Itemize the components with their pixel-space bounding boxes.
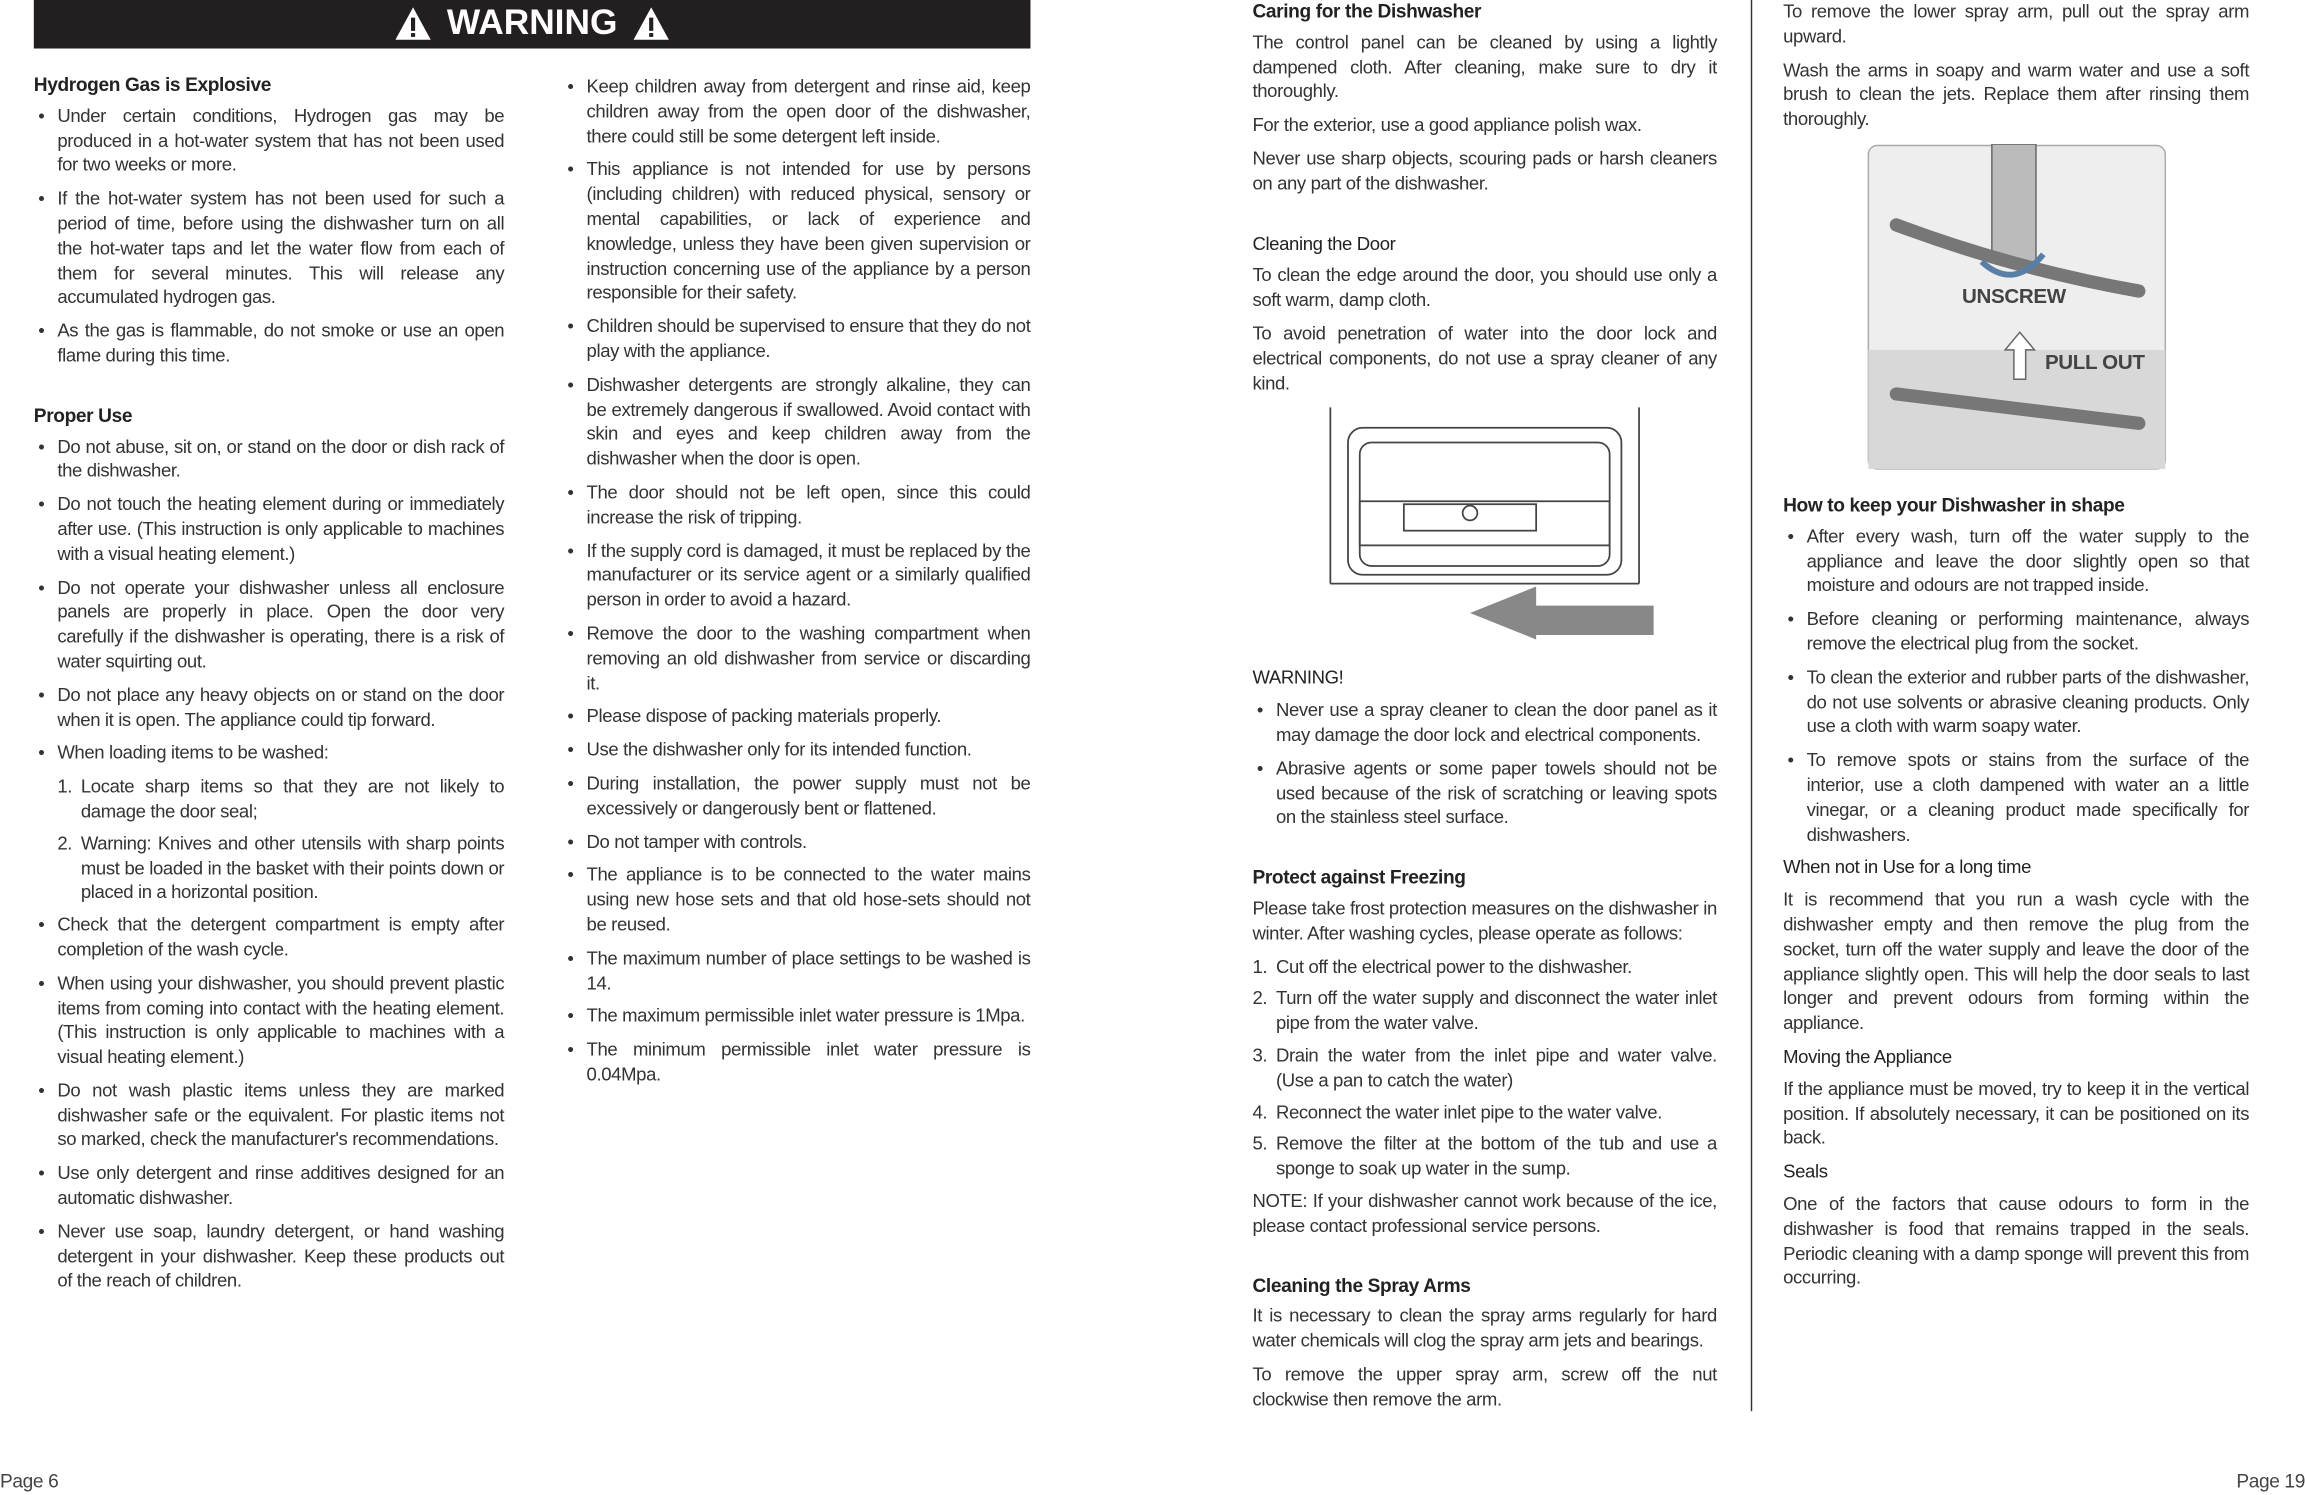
numbered-item <box>1252 1100 1717 1125</box>
item-text: Locate sharp items so that they are not likely to damage the door seal; <box>80 776 505 822</box>
item-number: 3. <box>1252 1045 1268 1066</box>
item-number: 1. <box>57 776 73 797</box>
paragraph: If the appliance must be moved, try to keep it in the vertical position. If absolutely necessary, it can be positioned on its back. <box>1783 1078 2250 1149</box>
bullet-item: • The maximum number of place settings to be washed is 14. <box>563 946 1030 995</box>
bullet-item: • Use only detergent and rinse additives designed for an automatic dishwasher. <box>34 1162 504 1211</box>
spacer <box>34 377 504 403</box>
item-number: 2. <box>57 833 73 854</box>
section-heading: Caring for the Dishwasher <box>1252 0 1482 23</box>
bullet-item: • Do not place any heavy objects on or stand on the door when it is open. The appliance could tip forward. <box>34 683 504 732</box>
bullet-item: • When loading items to be washed: <box>34 741 504 766</box>
numbered-item <box>1252 1132 1717 1181</box>
numbered-item <box>1252 1044 1717 1093</box>
bullet-item: • If the supply cord is damaged, it must be replaced by the manufacturer or its service agent or a similarly qualified person in order to avoid a hazard. <box>563 539 1030 613</box>
paragraph: The control panel can be cleaned by using a lightly dampened cloth. After cleaning, make sure to dry it thoroughly. <box>1252 32 1717 103</box>
item-number: 1. <box>1252 956 1268 977</box>
pull-out-label: PULL OUT <box>2044 350 2144 374</box>
bullet-item: • Under certain conditions, Hydrogen gas may be produced in a hot-water system that has not been used for two weeks or more. <box>34 104 504 178</box>
paragraph: To remove the lower spray arm, pull out the spray arm upward. <box>1783 1 2250 47</box>
paragraph: Wash the arms in soapy and warm water and use a soft brush to clean the jets. Replace them after rinsing them thoroughly. <box>1783 59 2250 130</box>
section-heading: Cleaning the Spray Arms <box>1252 1273 1471 1296</box>
bullet-item: • The minimum permissible inlet water pressure is 0.04Mpa. <box>563 1038 1030 1087</box>
section-heading: Protect against Freezing <box>1252 866 1466 889</box>
page-number-right: Page 19 <box>2236 1470 2305 1493</box>
item-text: Reconnect the water inlet pipe to the water valve. <box>1275 1101 1663 1123</box>
item-text: Turn off the water supply and disconnect the water inlet pipe from the water valve. <box>1275 988 1717 1034</box>
paragraph: It is recommend that you run a wash cycle with the dishwasher empty and then remove the plug from the socket, turn off the water supply and leave the door of the appliance slightly open. This will help the door seals to last longer and prevent odours from forming within the appliance. <box>1783 889 2250 1034</box>
numbered-item <box>34 775 504 824</box>
spacer <box>1252 205 1717 231</box>
warning-banner <box>34 0 1031 49</box>
bullet-item: • Never use soap, laundry detergent, or hand washing detergent in your dishwasher. Keep these products out of the reach of children. <box>34 1220 504 1294</box>
bullet-item: • Keep children away from detergent and rinse aid, keep children away from the open door of the dishwasher, there could still be some detergent left inside. <box>563 75 1030 149</box>
bullet-item: • Abrasive agents or some paper towels should not be used because of the risk of scratching or leaving spots on the stainless steel surface. <box>1252 757 1717 831</box>
bullet-item: • To remove spots or stains from the surface of the interior, use a cloth dampened with water an a little vinegar, or a cleaning product made specifically for dishwashers. <box>1783 748 2249 847</box>
item-number: 4. <box>1252 1101 1268 1123</box>
arm-figure <box>1783 144 2249 470</box>
column-2 <box>563 75 1030 1096</box>
bullet-item: • Do not abuse, sit on, or stand on the door or dish rack of the dishwasher. <box>34 434 504 483</box>
bullet-item: • Children should be supervised to ensure that they do not play with the appliance. <box>563 315 1030 364</box>
bullet-item: • Do not tamper with controls. <box>563 830 1030 855</box>
bullet-item: • To clean the exterior and rubber parts of the dishwasher, do not use solvents or abrasive cleaning products. Only use a cloth with warm soapy water. <box>1783 666 2249 740</box>
bullet-item: • During installation, the power supply must not be excessively or dangerously bent or flattened. <box>563 772 1030 821</box>
item-number: 5. <box>1252 1133 1268 1155</box>
column-4 <box>1783 0 2249 1300</box>
numbered-item <box>1252 987 1717 1036</box>
door-figure <box>1252 408 1717 643</box>
item-number: 2. <box>1252 988 1268 1009</box>
section-heading: Proper Use <box>33 403 133 426</box>
section-heading: Hydrogen Gas is Explosive <box>33 73 272 96</box>
bullet-item: • Do not wash plastic items unless they are marked dishwasher safe or the equivalent. For plastic items not so marked, check the manufacturer's recommendations. <box>34 1079 504 1153</box>
column-3 <box>1252 0 1717 1421</box>
warning-title: WARNING <box>446 3 618 43</box>
bullet-item: • If the hot-water system has not been used for such a period of time, before using the dishwasher turn on all the hot-water taps and let the water flow from each of them for several minutes. This will release any accumulated hydrogen gas. <box>34 187 504 310</box>
page-number-left: Page 6 <box>0 1470 59 1493</box>
paragraph: For the exterior, use a good appliance polish wax. <box>1252 114 1642 136</box>
bullet-item: • After every wash, turn off the water supply to the appliance and leave the door slightly open so that moisture and odours are not trapped inside. <box>1783 524 2249 598</box>
warning-triangle-icon <box>394 5 432 43</box>
section-heading: How to keep your Dishwasher in shape <box>1783 493 2125 516</box>
paragraph: Please take frost protection measures on the dishwasher in winter. After washing cycles, please operate as follows: <box>1252 898 1717 944</box>
subheading: Cleaning the Door <box>1252 233 1396 254</box>
bullet-item: • Before cleaning or performing maintenance, always remove the electrical plug from the socket. <box>1783 607 2249 656</box>
numbered-item <box>34 832 504 906</box>
bullet-item: • The appliance is to be connected to the water mains using new hose sets and that old hose-sets should not be reused. <box>563 863 1030 937</box>
bullet-item: • The door should not be left open, since this could increase the risk of tripping. <box>563 481 1030 530</box>
page-divider <box>1751 0 1752 1411</box>
bullet-item: • Do not touch the heating element during or immediately after use. (This instruction is only applicable to machines with a visual heating element.) <box>34 493 504 567</box>
numbered-item <box>1252 955 1717 980</box>
subheading: When not in Use for a long time <box>1783 857 2032 879</box>
bullet-item: • Remove the door to the washing compartment when removing an old dishwasher from service or discarding it. <box>563 622 1030 696</box>
column-1 <box>34 74 504 1303</box>
paragraph: To remove the upper spray arm, screw off the nut clockwise then remove the arm. <box>1252 1363 1717 1410</box>
bullet-item: • Do not operate your dishwasher unless all enclosure panels are properly in place. Open the door very carefully if the dishwasher is operating, there is a risk of water squirting out. <box>34 576 504 675</box>
item-text: Warning: Knives and other utensils with sharp points must be loaded in the basket with their points down or placed in a horizontal position. <box>80 833 505 904</box>
spacer <box>1252 1247 1717 1273</box>
subheading: WARNING! <box>1252 667 1344 689</box>
paragraph: One of the factors that cause odours to form in the dishwasher is food that remains trapped in the seals. Periodic cleaning with a damp sponge will prevent this from occurring. <box>1783 1193 2250 1289</box>
item-text: Remove the filter at the bottom of the tub and use a sponge to soak up water in the sump. <box>1275 1133 1717 1180</box>
bullet-item: • As the gas is flammable, do not smoke or use an open flame during this time. <box>34 319 504 368</box>
paragraph: It is necessary to clean the spray arms regularly for hard water chemicals will clog the spray arm jets and bearings. <box>1252 1305 1717 1352</box>
door-illustration <box>1316 408 1654 643</box>
bullet-item: • Dishwasher detergents are strongly alkaline, they can be extremely dangerous if swallowed. Avoid contact with skin and eyes and keep children away from the dishwasher when the door is open. <box>563 373 1030 472</box>
bullet-item: • The maximum permissible inlet water pressure is 1Mpa. <box>563 1004 1030 1029</box>
bullet-item: • Use the dishwasher only for its intended function. <box>563 738 1030 763</box>
paragraph: Never use sharp objects, scouring pads or harsh cleaners on any part of the dishwasher. <box>1252 148 1717 194</box>
spacer <box>1252 840 1717 866</box>
unscrew-label: UNSCREW <box>1961 284 2066 308</box>
paragraph: To clean the edge around the door, you should use only a soft warm, damp cloth. <box>1252 265 1717 311</box>
warning-triangle-icon <box>632 5 670 43</box>
bullet-item: • Check that the detergent compartment is empty after completion of the wash cycle. <box>34 913 504 962</box>
bullet-item: • When using your dishwasher, you should prevent plastic items from coming into contact with the heating element.(This instruction is only applicable to machines with a visual heating element.) <box>34 971 504 1070</box>
paragraph: To avoid penetration of water into the door lock and electrical components, do not use a spray cleaner of any kind. <box>1252 323 1717 394</box>
bullet-item: • Never use a spray cleaner to clean the door panel as it may damage the door lock and electrical components. <box>1252 698 1717 747</box>
subheading: Seals <box>1783 1161 1828 1183</box>
bullet-item: • Please dispose of packing materials properly. <box>563 705 1030 730</box>
paragraph: NOTE: If your dishwasher cannot work because of the ice, please contact professional service persons. <box>1252 1190 1717 1236</box>
item-text: Drain the water from the inlet pipe and water valve. (Use a pan to catch the water) <box>1275 1045 1717 1091</box>
spray-arm-illustration <box>1866 144 2166 470</box>
bullet-item: • This appliance is not intended for use by persons (including children) with reduced physical, sensory or mental capabilities, or lack of experience and knowledge, unless they have been given supervision or instruction concerning use of the appliance by a person responsible for their safety. <box>563 158 1030 306</box>
subheading: Moving the Appliance <box>1783 1046 1952 1068</box>
item-text: Cut off the electrical power to the dishwasher. <box>1275 956 1632 977</box>
